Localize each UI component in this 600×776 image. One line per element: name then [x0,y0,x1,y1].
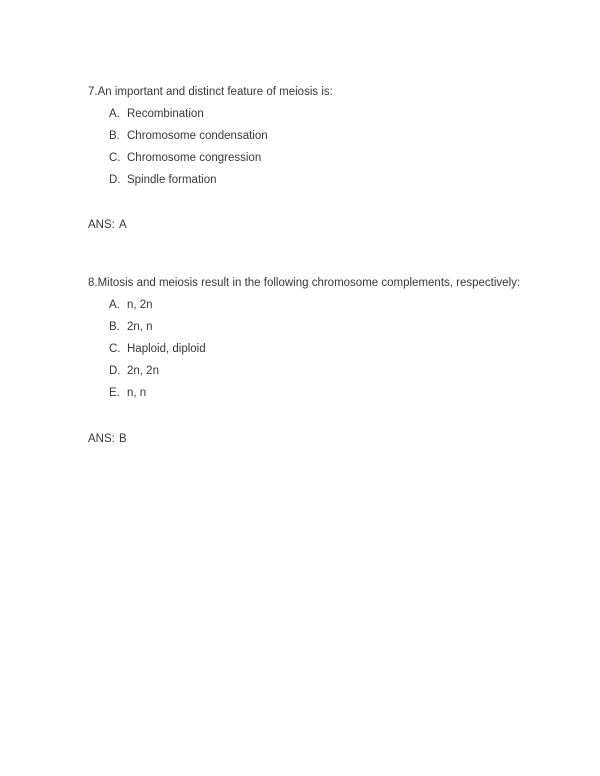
option-letter: B. [109,130,120,142]
option-text: Chromosome condensation [127,130,268,142]
question-8 [88,276,540,446]
option-c [109,151,540,165]
answer-line-q7 [88,218,540,232]
answer-line-q8 [88,432,540,446]
option-e [109,386,540,400]
option-letter: E. [109,387,120,399]
question-7-options [88,107,540,187]
option-letter: A. [109,299,120,311]
option-letter: C. [109,343,121,355]
option-b [109,320,540,334]
option-text: n, 2n [127,299,153,311]
option-letter: A. [109,108,120,120]
option-a [109,107,540,121]
question-8-options [88,298,540,400]
option-letter: B. [109,321,120,333]
answer-label: ANS: [88,433,115,445]
answer-value: A [119,219,127,231]
question-7 [88,85,540,232]
option-b [109,129,540,143]
question-8-prompt: 8.Mitosis and meiosis result in the following chromosome complements, respectively: [88,277,521,289]
answer-value: B [119,433,127,445]
option-a [109,298,540,312]
option-letter: D. [109,365,121,377]
option-text: 2n, 2n [127,365,159,377]
option-text: Chromosome congression [127,152,262,164]
option-letter: D. [109,174,121,186]
option-text: Haploid, diploid [127,343,206,355]
question-7-prompt: 7.An important and distinct feature of meiosis is: [88,86,333,98]
option-d [109,364,540,378]
option-letter: C. [109,152,121,164]
option-d [109,173,540,187]
option-text: 2n, n [127,321,153,333]
answer-label: ANS: [88,219,115,231]
option-text: Recombination [127,108,204,120]
option-text: Spindle formation [127,174,217,186]
option-c [109,342,540,356]
option-text: n, n [127,387,147,399]
